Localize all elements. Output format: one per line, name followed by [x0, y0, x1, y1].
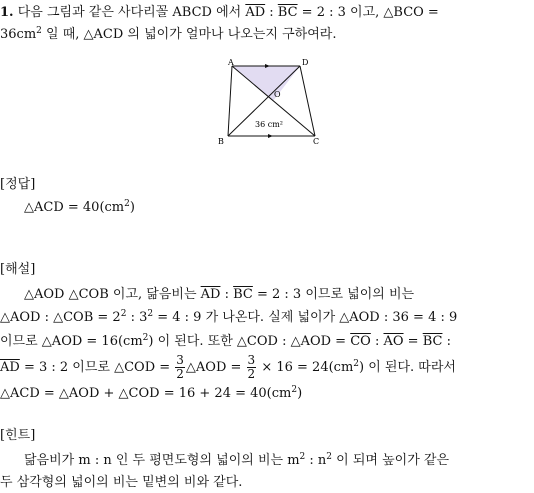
hint-line-1 — [24, 452, 449, 470]
hint-text: 닮음비가 m : n 인 두 평면도형의 넓이의 비는 m — [24, 453, 300, 468]
answer-value: △ACD = 40(cm — [24, 200, 125, 215]
solution-text: △ACD = △AOD + △COD = 16 + 24 = 40(cm — [0, 386, 292, 401]
superscript: 2 — [299, 452, 306, 462]
segment-ad: $\overline{AD}$ — [0, 360, 20, 375]
problem-number: 1. — [0, 5, 14, 20]
problem-text: = 2 : 3 이고, △BCO = — [297, 5, 439, 20]
fraction-numerator: 3 — [247, 353, 256, 367]
parallel-arrow-bc — [268, 134, 273, 138]
triangle-aod-fill — [232, 66, 300, 101]
fraction-3-2 — [247, 354, 257, 381]
hint-text: 이 되며 높이가 같은 — [332, 453, 450, 468]
superscript: 2 — [326, 452, 333, 462]
segment-bc: $\overline{BC}$ — [422, 334, 443, 349]
answer-text — [24, 199, 135, 217]
problem-line-2 — [0, 26, 336, 44]
solution-text: = 4 : 9 가 나온다. 실제 넓이가 △AOD : 36 = 4 : 9 — [153, 310, 458, 325]
solution-heading: [해설] — [0, 262, 36, 277]
segment-ad: $\overline{AD}$ — [200, 287, 221, 302]
solution-line-4 — [0, 354, 456, 382]
solution-line-3 — [0, 333, 451, 351]
solution-text: : 3 — [126, 310, 148, 325]
problem-text: 일 때, △ACD 의 넓이가 얼마나 나오는지 구하여라. — [41, 27, 337, 42]
fraction-denominator: 2 — [176, 367, 184, 381]
label-o: O — [274, 90, 281, 99]
label-a: A — [228, 58, 234, 67]
superscript: 2 — [124, 199, 130, 209]
solution-text: △AOD : △COB = 2 — [0, 310, 121, 325]
solution-text: △AOD △COB 이고, 닮음비는 — [24, 287, 201, 302]
solution-text: 이므로 △AOD = 16(cm — [0, 334, 143, 349]
solution-text: × 16 = 24(cm — [257, 360, 354, 375]
ratio-colon: : — [370, 334, 384, 349]
segment-ad: $\overline{AD}$ — [245, 5, 266, 20]
superscript: 2 — [36, 26, 42, 36]
solution-text: ) 이 된다. 또한 △COD : △AOD = — [148, 334, 351, 349]
ratio-colon: : — [220, 287, 234, 302]
problem-text: 다음 그림과 같은 사다리꼴 ABCD 에서 — [17, 5, 246, 20]
area-label: 36 cm² — [255, 120, 283, 129]
answer-paren: ) — [129, 200, 135, 215]
solution-line-1 — [24, 286, 414, 304]
solution-text: : — [442, 334, 451, 349]
solution-line-5 — [0, 385, 302, 403]
fraction-3-2 — [175, 354, 185, 381]
solution-text: = — [403, 334, 423, 349]
superscript: 2 — [353, 359, 359, 369]
fraction-denominator: 2 — [247, 367, 256, 381]
solution-text: ) — [297, 386, 303, 401]
solution-line-2 — [0, 309, 457, 327]
solution-text: = 2 : 3 이므로 넓이의 비는 — [252, 287, 415, 302]
superscript: 2 — [142, 333, 149, 343]
segment-co: $\overline{CO}$ — [350, 334, 371, 349]
trapezoid-figure — [212, 56, 327, 152]
label-d: D — [302, 58, 309, 67]
fraction-numerator: 3 — [176, 353, 184, 367]
label-b: B — [218, 137, 224, 146]
problem-line-1 — [0, 4, 439, 22]
solution-text: = 3 : 2 이므로 △COD = — [19, 360, 175, 375]
hint-heading: [힌트] — [0, 428, 36, 443]
solution-text: △AOD = — [185, 360, 246, 375]
superscript: 2 — [291, 385, 298, 395]
superscript: 2 — [120, 309, 127, 319]
answer-heading: [정답] — [0, 177, 36, 192]
segment-bc: $\overline{BC}$ — [233, 287, 253, 302]
superscript: 2 — [147, 309, 154, 319]
ratio-colon: : — [265, 5, 278, 20]
hint-text: : n — [305, 453, 327, 468]
solution-text: ) 이 된다. 따라서 — [359, 360, 456, 375]
segment-ao: $\overline{AO}$ — [383, 334, 404, 349]
segment-bc: $\overline{BC}$ — [277, 5, 298, 20]
hint-line-2: 두 삼각형의 넓이의 비는 밑변의 비와 같다. — [0, 475, 243, 490]
side-ab — [228, 66, 232, 136]
problem-area: 36cm — [0, 27, 37, 42]
label-c: C — [313, 137, 320, 146]
